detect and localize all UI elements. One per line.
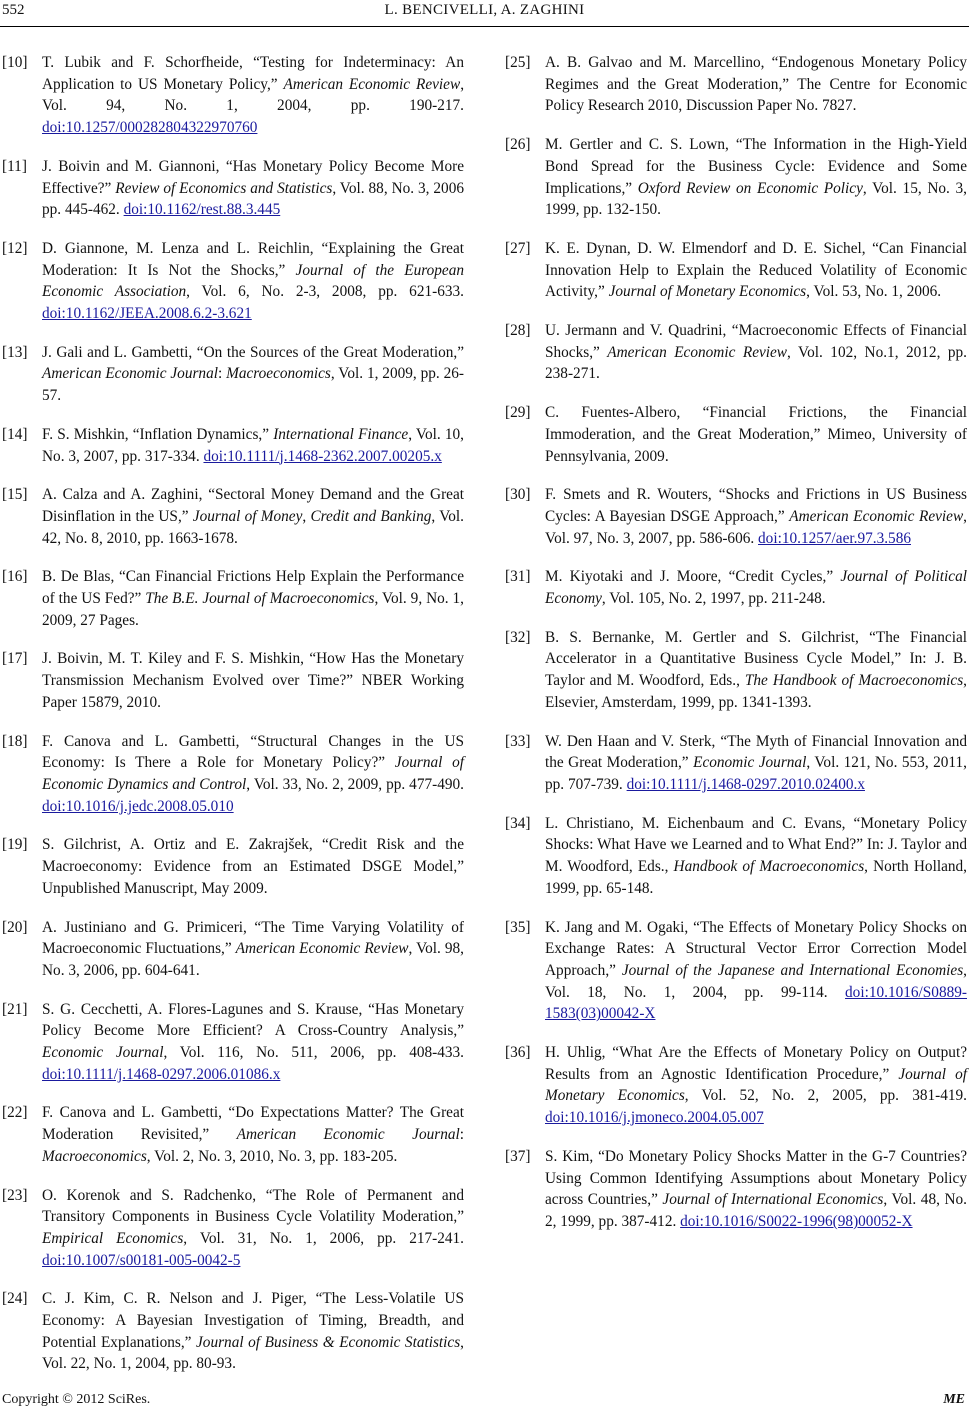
- reference-text-part: , Vol. 53, No. 1, 2006.: [806, 283, 942, 301]
- reference-text-part: , Vol. 9, No. 1, 2009, 27 Pages.: [42, 590, 465, 629]
- doi-link[interactable]: doi:10.1257/aer.97.3.586: [758, 529, 911, 547]
- reference-text: [545, 566, 967, 609]
- reference-number: [17]: [2, 650, 28, 668]
- reference-text-part: F. Smets and R. Wouters, “Shocks and Frictions in US Business Cycles: A Bayesian DSGE Approach,”: [545, 486, 967, 525]
- references-right-column: [505, 52, 967, 1250]
- reference-number: [28]: [505, 322, 531, 340]
- reference-number: [37]: [505, 1147, 531, 1165]
- reference-text-part: S. Gilchrist, A. Ortiz and E. Zakrajšek, “Credit Risk and the Macroeconomy: Evidence from an Estimated DSGE Model,” Unpublished Manuscript, May 2009.: [42, 836, 464, 897]
- reference-text: [42, 999, 464, 1086]
- reference-text-part: D. Giannone, M. Lenza and L. Reichlin, “Explaining the Great Moderation: It Is Not the Shocks,”: [42, 239, 464, 279]
- reference-number: [35]: [505, 918, 531, 936]
- reference-entry: [2, 648, 464, 713]
- reference-text: [42, 342, 464, 407]
- reference-entry: [2, 834, 464, 899]
- reference-text: [545, 320, 967, 385]
- reference-text-part: , Vol. 105, No. 2, 1997, pp. 211-248.: [601, 590, 826, 608]
- reference-entry: [2, 566, 464, 631]
- reference-text: [42, 156, 464, 221]
- reference-source-title: Journal of Business & Economic Statistics: [196, 1333, 461, 1351]
- reference-text-part: ,: [302, 507, 311, 525]
- reference-number: [30]: [505, 486, 531, 504]
- reference-source-title: Macroeconomics: [42, 1147, 147, 1165]
- reference-text: [545, 134, 967, 221]
- reference-number: [15]: [2, 486, 28, 504]
- reference-text-part: , Vol. 15, No. 3, 1999, pp. 132-150.: [545, 179, 967, 219]
- reference-number: [27]: [505, 239, 531, 257]
- reference-number: [36]: [505, 1044, 531, 1062]
- reference-text-part: H. Uhlig, “What Are the Effects of Monetary Policy on Output? Results from an Agnostic Identification Procedure,”: [545, 1044, 967, 1083]
- reference-number: [10]: [2, 54, 28, 71]
- reference-source-title: Journal of Money: [192, 507, 303, 525]
- reference-text-part: , Elsevier, Amsterdam, 1999, pp. 1341-1393.: [545, 672, 967, 711]
- reference-text-part: M. Kiyotaki and J. Moore, “Credit Cycles,”: [545, 568, 841, 586]
- reference-entry: [505, 813, 967, 900]
- reference-text-part: , Vol. 48, No. 2, 1999, pp. 387-412.: [545, 1191, 967, 1230]
- reference-source-title: Economic Journal: [42, 1044, 164, 1062]
- doi-link[interactable]: doi:10.1016/j.jmoneco.2004.05.007: [545, 1109, 764, 1127]
- reference-text-part: B. De Blas, “Can Financial Frictions Help Explain the Performance of the US Fed?”: [42, 568, 464, 608]
- reference-text: [545, 402, 967, 467]
- reference-number: [20]: [2, 918, 28, 936]
- reference-text: [42, 1185, 464, 1272]
- reference-entry: [2, 1185, 464, 1272]
- reference-text: [42, 731, 464, 818]
- reference-entry: [2, 156, 464, 221]
- reference-source-title: Journal of Monetary Economics: [608, 283, 807, 301]
- reference-source-title: American Economic Review: [789, 507, 964, 525]
- reference-entry: [505, 134, 967, 221]
- reference-source-title: Macroeconomics: [226, 365, 331, 383]
- doi-link[interactable]: doi:10.1162/rest.88.3.445: [123, 201, 281, 219]
- reference-text-part: S. G. Cecchetti, A. Flores-Lagunes and S. Krause, “Has Monetary Policy Become More Efficient? A Cross-Country Analysis,”: [42, 1000, 464, 1040]
- reference-entry: [2, 1102, 464, 1167]
- running-head: L. BENCIVELLI, A. ZAGHINI: [384, 2, 585, 18]
- reference-entry: [505, 238, 967, 303]
- reference-source-title: Journal of the European Economic Association: [42, 261, 464, 301]
- reference-source-title: American Economic Review: [607, 343, 788, 361]
- reference-entry: [2, 342, 464, 407]
- reference-source-title: Economic Journal: [693, 754, 807, 772]
- doi-link[interactable]: doi:10.1162/JEEA.2008.6.2-3.621: [42, 305, 252, 323]
- reference-text: [42, 1102, 464, 1167]
- reference-text-part: , Vol. 10, No. 3, 2007, pp. 317-334.: [42, 425, 464, 465]
- reference-source-title: Credit and Banking: [310, 507, 432, 525]
- reference-entry: [505, 484, 967, 549]
- reference-text-part: K. Jang and M. Ogaki, “The Effects of Monetary Policy Shocks on Exchange Rates: A Structural Vector Error Correction Model Approach,”: [545, 918, 967, 979]
- reference-text-part: , Vol. 94, No. 1, 2004, pp. 190-217.: [42, 75, 465, 115]
- reference-source-title: Empirical Economics: [42, 1229, 184, 1247]
- reference-text: [545, 52, 967, 117]
- reference-text-part: , Vol. 6, No. 2-3, 2008, pp. 621-633.: [186, 283, 464, 301]
- reference-text-part: F. S. Mishkin, “Inflation Dynamics,”: [42, 425, 274, 443]
- reference-text-part: , Vol. 102, No.1, 2012, pp. 238-271.: [545, 343, 967, 383]
- reference-text-part: F. Canova and L. Gambetti, “Do Expectations Matter? The Great Moderation Revisited,”: [42, 1104, 464, 1144]
- reference-text-part: , North Holland, 1999, pp. 65-148.: [545, 858, 967, 897]
- reference-text-part: A. Justiniano and G. Primiceri, “The Time Varying Volatility of Macroeconomic Fluctuations,”: [42, 918, 464, 958]
- reference-number: [14]: [2, 425, 28, 443]
- reference-entry: [2, 731, 464, 818]
- reference-source-title: Handbook of Macroeconomics: [673, 858, 865, 876]
- reference-text-part: A. B. Galvao and M. Marcellino, “Endogenous Monetary Policy Regimes and the Great Moderation,” The Centre for Economic Policy Research 2010, Discussion Paper No. 7827.: [545, 54, 967, 115]
- reference-text: [42, 566, 464, 631]
- reference-number: [18]: [2, 732, 28, 750]
- reference-text: [545, 813, 967, 900]
- reference-source-title: Journal of Economic Dynamics and Control: [42, 754, 464, 793]
- references-left-column: [2, 52, 464, 1392]
- reference-entry: [2, 238, 464, 325]
- reference-number: [22]: [2, 1104, 28, 1122]
- reference-text-part: C. Fuentes-Albero, “Financial Frictions, the Financial Immoderation, and the Great Moderation,” Mimeo, University of Pennsylvania, 2009.: [545, 404, 967, 465]
- reference-text: [545, 238, 967, 303]
- reference-number: [12]: [2, 239, 28, 257]
- reference-text-part: , Vol. 98, No. 3, 2006, pp. 604-641.: [42, 940, 465, 979]
- reference-text-part: J. Gali and L. Gambetti, “On the Sources of the Great Moderation,”: [42, 343, 464, 361]
- reference-source-title: The Handbook of Macroeconomics: [744, 672, 964, 690]
- reference-entry: [505, 917, 967, 1026]
- reference-text-part: C. J. Kim, C. R. Nelson and J. Piger, “The Less-Volatile US Economy: A Bayesian Investigation of Timing, Breadth, and Potential Explanations,”: [42, 1290, 464, 1351]
- reference-number: [32]: [505, 628, 531, 646]
- reference-number: [19]: [2, 836, 28, 854]
- reference-text-part: F. Canova and L. Gambetti, “Structural Changes in the US Economy: Is There a Role for Monetary Policy?”: [42, 732, 464, 772]
- reference-number: [31]: [505, 568, 531, 586]
- journal-code: ME: [943, 1392, 965, 1407]
- reference-text-part: , Vol. 2, No. 3, 2010, No. 3, pp. 183-205.: [146, 1147, 398, 1165]
- reference-text: [42, 484, 464, 549]
- reference-text: [42, 834, 464, 899]
- reference-text: [545, 484, 967, 549]
- doi-link[interactable]: doi:10.1016/S0889-1583(03)00042-X: [545, 983, 967, 1023]
- reference-number: [21]: [2, 1000, 28, 1018]
- reference-text-part: , Vol. 22, No. 1, 2004, pp. 80-93.: [42, 1333, 464, 1373]
- reference-source-title: Journal of Political Economy: [545, 568, 967, 608]
- reference-text-part: , Vol. 42, No. 8, 2010, pp. 1663-1678.: [42, 507, 464, 547]
- reference-source-title: International Finance: [273, 425, 409, 443]
- reference-source-title: American Economic Review: [235, 940, 409, 958]
- reference-number: [26]: [505, 136, 531, 154]
- reference-number: [16]: [2, 568, 28, 586]
- reference-text-part: T. Lubik and F. Schorfheide, “Testing for Indeterminacy: An Application to US Monetary Policy,”: [42, 54, 464, 93]
- reference-source-title: American Economic Review: [283, 75, 461, 93]
- reference-source-title: American Economic Journal: [42, 365, 218, 383]
- reference-text-part: M. Gertler and C. S. Lown, “The Information in the High-Yield Bond Spread for the Business Cycle: Evidence and Some Implications,”: [545, 136, 967, 197]
- reference-number: [33]: [505, 732, 531, 750]
- reference-text-part: B. S. Bernanke, M. Gertler and S. Gilchrist, “The Financial Accelerator in a Quantitative Business Cycle Model,” In: J. B. Taylor and M. Woodford, Eds.,: [545, 628, 967, 690]
- reference-source-title: Journal of Monetary Economics: [545, 1065, 968, 1105]
- reference-text-part: L. Christiano, M. Eichenbaum and C. Evans, “Monetary Policy Shocks: What Have we Learned and to What End?” In: J. Taylor and M. Woodford, Eds.,: [545, 814, 967, 876]
- reference-text-part: , Vol. 1, 2009, pp. 26-57.: [42, 365, 464, 405]
- doi-link[interactable]: doi:10.1257/000282804322970760: [42, 119, 258, 137]
- reference-text-part: , Vol. 31, No. 1, 2006, pp. 217-241.: [183, 1229, 465, 1247]
- reference-text: [42, 52, 464, 139]
- reference-number: [25]: [505, 54, 531, 71]
- reference-number: [23]: [2, 1186, 28, 1204]
- reference-source-title: American Economic Journal: [236, 1126, 460, 1144]
- reference-text-part: :: [459, 1126, 464, 1144]
- reference-text: [545, 917, 967, 1026]
- doi-link[interactable]: doi:10.1016/j.jedc.2008.05.010: [42, 797, 234, 815]
- reference-entry: [2, 1288, 464, 1375]
- page-number: 552: [2, 2, 25, 18]
- reference-number: [24]: [2, 1290, 28, 1308]
- reference-text-part: O. Korenok and S. Radchenko, “The Role of Permanent and Transitory Components in Business Cycle Volatility Moderation,”: [42, 1186, 464, 1226]
- doi-link[interactable]: doi:10.1111/j.1468-2362.2007.00205.x: [203, 447, 442, 465]
- doi-link[interactable]: doi:10.1007/s00181-005-0042-5: [42, 1251, 241, 1269]
- reference-text: [545, 1146, 967, 1233]
- reference-text-part: , Vol. 88, No. 3, 2006 pp. 445-462.: [42, 179, 464, 219]
- reference-entry: [2, 424, 464, 467]
- reference-text: [42, 1288, 464, 1375]
- reference-text: [42, 238, 464, 325]
- reference-entry: [2, 52, 464, 139]
- doi-link[interactable]: doi:10.1111/j.1468-0297.2010.02400.x: [626, 775, 865, 793]
- reference-text-part: A. Calza and A. Zaghini, “Sectoral Money Demand and the Great Disinflation in the US,”: [42, 486, 464, 525]
- reference-text-part: J. Boivin and M. Giannoni, “Has Monetary Policy Become More Effective?”: [42, 157, 464, 197]
- reference-entry: [505, 1042, 967, 1129]
- reference-text: [545, 1042, 967, 1129]
- header-rule: [0, 26, 969, 27]
- reference-text-part: , Vol. 18, No. 1, 2004, pp. 99-114.: [545, 961, 967, 1001]
- reference-text-part: J. Boivin, M. T. Kiley and F. S. Mishkin, “How Has the Monetary Transmission Mechanism Evolved over Time?” NBER Working Paper 15879, 2010.: [42, 650, 464, 711]
- reference-text: [42, 424, 464, 467]
- reference-source-title: Journal of the Japanese and International Economies: [621, 961, 964, 979]
- reference-source-title: Oxford Review on Economic Policy: [637, 179, 863, 197]
- reference-text-part: W. Den Haan and V. Sterk, “The Myth of Financial Innovation and the Great Moderation,”: [545, 732, 967, 772]
- reference-text: [42, 917, 464, 982]
- reference-entry: [2, 484, 464, 549]
- reference-text-part: U. Jermann and V. Quadrini, “Macroeconomic Effects of Financial Shocks,”: [545, 322, 967, 361]
- doi-link[interactable]: doi:10.1016/S0022-1996(98)00052-X: [680, 1212, 913, 1230]
- reference-entry: [505, 627, 967, 714]
- reference-entry: [505, 731, 967, 796]
- reference-text-part: :: [217, 365, 227, 383]
- reference-text-part: , Vol. 121, No. 553, 2011, pp. 707-739.: [545, 754, 967, 793]
- doi-link[interactable]: doi:10.1111/j.1468-0297.2006.01086.x: [42, 1065, 281, 1083]
- reference-text: [545, 627, 967, 714]
- reference-text-part: K. E. Dynan, D. W. Elmendorf and D. E. Sichel, “Can Financial Innovation Help to Explain the Reduced Volatility of Economic Activity,”: [545, 239, 967, 301]
- reference-entry: [505, 320, 967, 385]
- reference-entry: [505, 1146, 967, 1233]
- reference-number: [34]: [505, 814, 531, 832]
- reference-text-part: S. Kim, “Do Monetary Policy Shocks Matter in the G-7 Countries? Using Common Identifying Assumptions about Monetary Policy across Countries,”: [545, 1147, 967, 1209]
- reference-source-title: The B.E. Journal of Macroeconomics: [145, 590, 375, 608]
- reference-text-part: , Vol. 97, No. 3, 2007, pp. 586-606.: [545, 507, 967, 547]
- reference-entry: [505, 566, 967, 609]
- copyright-notice: Copyright © 2012 SciRes.: [2, 1392, 151, 1407]
- reference-entry: [2, 917, 464, 982]
- reference-number: [13]: [2, 343, 28, 361]
- reference-source-title: Review of Economics and Statistics: [115, 179, 333, 197]
- reference-number: [11]: [2, 157, 27, 175]
- reference-entry: [505, 402, 967, 467]
- reference-text-part: , Vol. 33, No. 2, 2009, pp. 477-490.: [246, 775, 464, 793]
- reference-entry: [2, 999, 464, 1086]
- reference-entry: [505, 52, 967, 117]
- reference-number: [29]: [505, 404, 531, 422]
- reference-text: [545, 731, 967, 796]
- reference-text: [42, 648, 464, 713]
- reference-text-part: , Vol. 52, No. 2, 2005, pp. 381-419.: [684, 1087, 967, 1105]
- reference-source-title: Journal of International Economics: [662, 1191, 884, 1209]
- reference-text-part: , Vol. 116, No. 511, 2006, pp. 408-433.: [163, 1044, 465, 1062]
